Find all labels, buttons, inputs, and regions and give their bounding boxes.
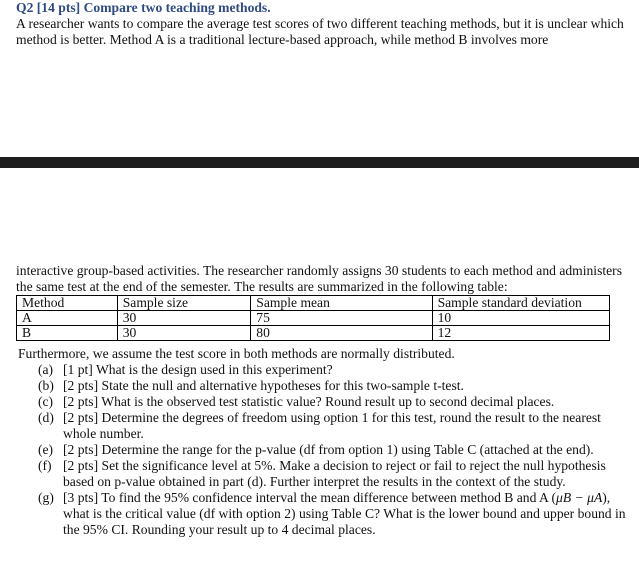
math-expression: μB − μA <box>556 490 603 505</box>
table-header-cell: Sample mean <box>251 296 432 311</box>
summary-table <box>16 295 610 341</box>
question-part-b <box>16 378 629 394</box>
table-cell: 10 <box>432 311 609 326</box>
question-part-g <box>16 490 629 538</box>
table-header-cell: Sample size <box>117 296 251 311</box>
table-cell: B <box>17 326 118 341</box>
table-cell: A <box>17 311 118 326</box>
part-text: [2 pts] What is the observed test statistic value? Round result up to second decimal places. <box>63 394 555 409</box>
part-label: (d) <box>38 410 54 425</box>
intro-continued <box>16 263 629 295</box>
intro-paragraph-bottom: interactive group-based activities. The researcher randomly assigns 30 students to each method and administers the same test at the end of the semester. The results are summarized in the following table: <box>16 263 622 294</box>
part-text: [2 pts] State the null and alternative hypotheses for this two-sample t-test. <box>63 378 464 393</box>
intro-paragraph-top: A researcher wants to compare the average test scores of two different teaching methods, but it is unclear which method is better. Method A is a traditional lecture-based approach, while method B involves more <box>16 16 624 47</box>
part-label: (f) <box>38 458 52 473</box>
part-text-before: [3 pts] To find the 95% confidence interval the mean difference between method B and A ( <box>63 490 557 505</box>
table-row <box>17 311 610 326</box>
part-label: (g) <box>38 490 54 505</box>
table-header-cell: Method <box>17 296 118 311</box>
part-label: (e) <box>38 442 54 457</box>
table-cell: 80 <box>251 326 432 341</box>
part-text: [2 pts] Determine the range for the p-value (df from option 1) using Table C (attached at the end). <box>63 442 594 457</box>
question-part-c <box>16 394 629 410</box>
table-row <box>17 326 610 341</box>
question-part-a <box>16 362 629 378</box>
table-cell: 30 <box>117 326 251 341</box>
questions-section <box>16 346 629 538</box>
part-label: (a) <box>38 362 54 377</box>
question-part-d <box>16 410 629 442</box>
question-part-f <box>16 458 629 490</box>
part-text-after: ), what is the critical value (df with option 2) using Table C? What is the lower bound and upper bound in the 95% CI. Rounding your result up to 4 decimal places. <box>63 490 626 537</box>
table-cell: 30 <box>117 311 251 326</box>
table-cell: 12 <box>432 326 609 341</box>
question-part-e <box>16 442 629 458</box>
table-header-row <box>17 296 610 311</box>
page-break-divider <box>0 157 639 168</box>
part-text: [2 pts] Set the significance level at 5%. Make a decision to reject or fail to reject the null hypothesis based on p-value obtained in part (d). Further interpret the results in the context of the study. <box>63 458 606 489</box>
part-label: (b) <box>38 378 54 393</box>
part-text: [2 pts] Determine the degrees of freedom using option 1 for this test, round the result to the nearest whole number. <box>63 410 601 441</box>
furthermore-text: Furthermore, we assume the test score in both methods are normally distributed. <box>18 346 455 361</box>
question-title: Q2 [14 pts] Compare two teaching methods. <box>16 0 271 15</box>
question-header <box>16 0 629 48</box>
part-label: (c) <box>38 394 54 409</box>
table-cell: 75 <box>251 311 432 326</box>
table-header-cell: Sample standard deviation <box>432 296 609 311</box>
question-parts-list <box>16 362 629 538</box>
part-text: [1 pt] What is the design used in this experiment? <box>63 362 333 377</box>
